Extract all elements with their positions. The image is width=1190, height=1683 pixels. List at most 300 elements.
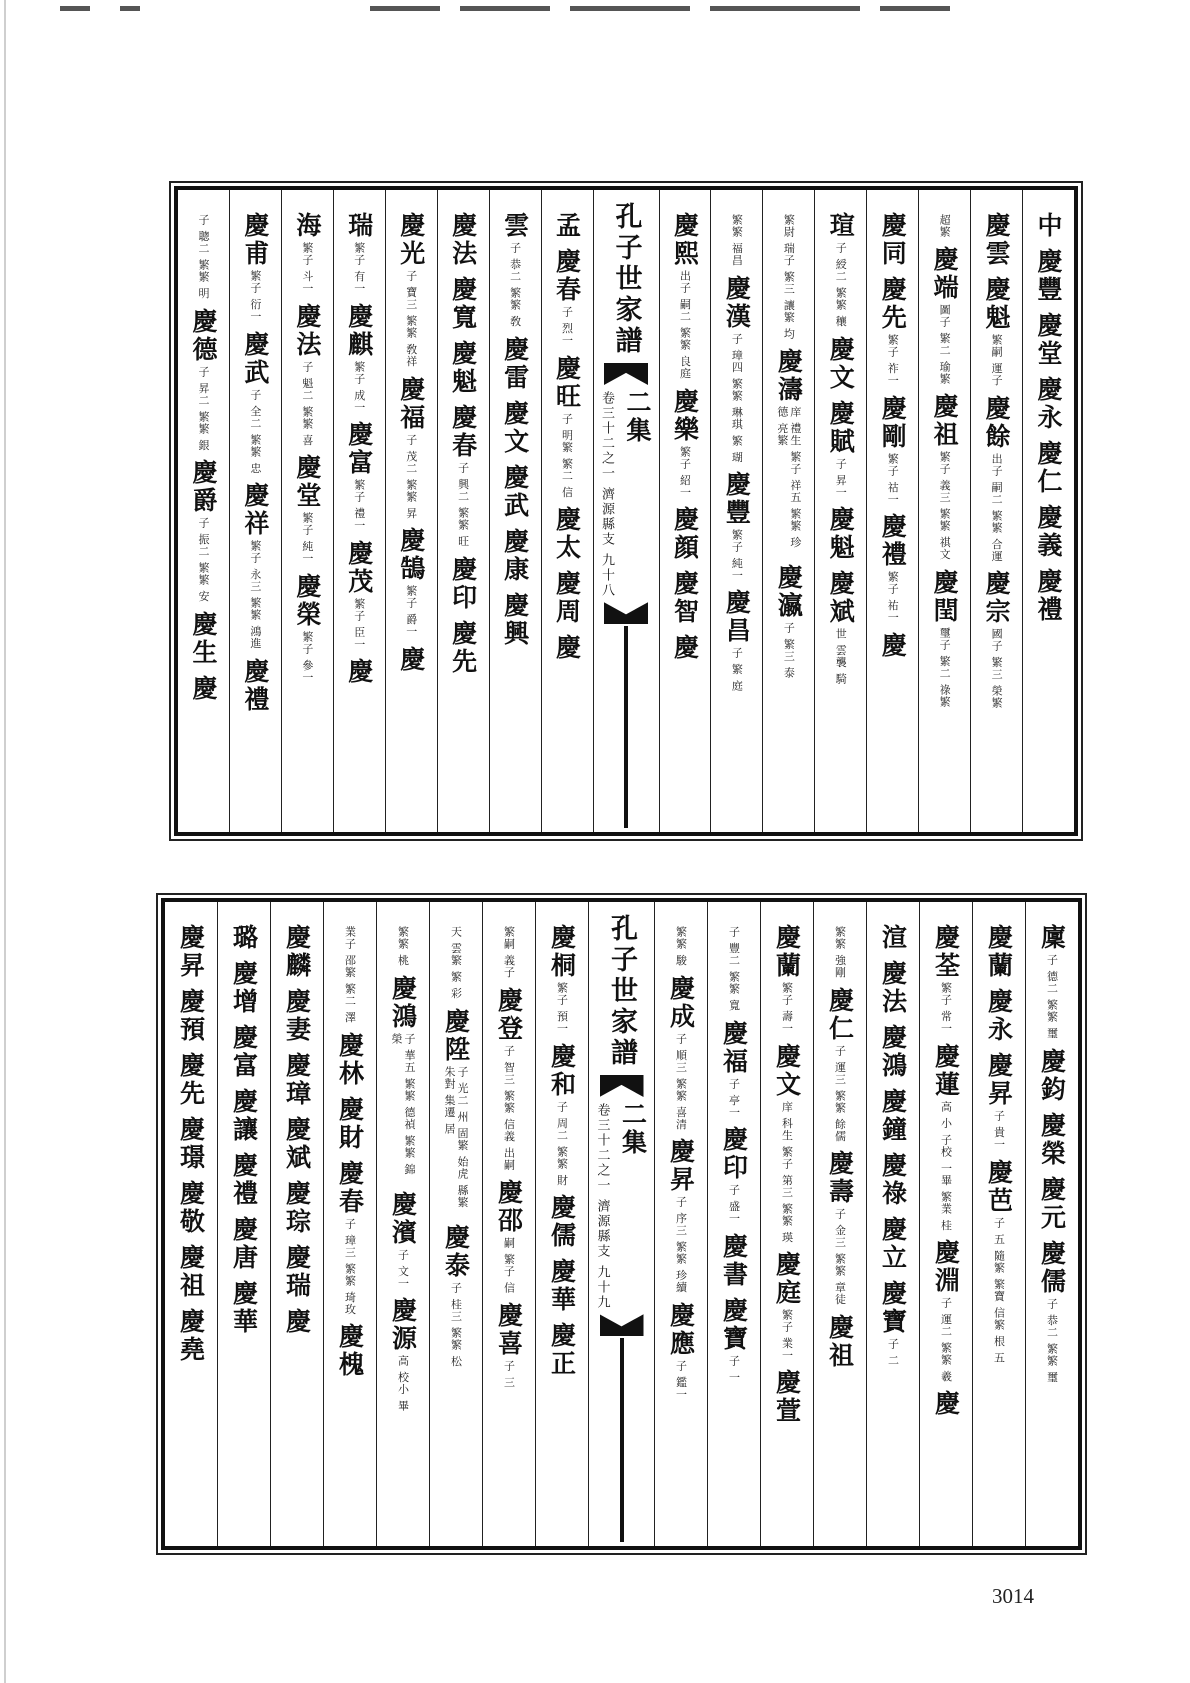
person-name: 慶璟 [176, 1116, 206, 1172]
person-name: 慶魁 [982, 276, 1012, 332]
text-column [438, 190, 490, 832]
entry [448, 340, 478, 396]
annotation: 繁子 預一 [555, 982, 569, 1035]
annotation: 世 雲襲 騎 [834, 628, 848, 685]
entry [878, 960, 908, 1016]
annotation: 子 振二 繁繁 安 [196, 517, 210, 603]
person-name: 慶麒 [344, 302, 374, 359]
annotation: 繁子 成一 [352, 360, 366, 413]
entry [494, 1301, 524, 1389]
person-name: 慶璋 [282, 1052, 312, 1108]
person-name: 慶蘭 [772, 924, 802, 980]
annotation: 子 昇一 [834, 457, 848, 498]
entry [1037, 1239, 1067, 1384]
person-name: 雲 [500, 212, 530, 240]
person-name: 慶永 [984, 988, 1014, 1044]
person-name: 慶先 [176, 1052, 206, 1108]
text-column [920, 902, 973, 1546]
annotation: 子 序三 繁繁 珍續 [674, 1196, 688, 1294]
person-name: 慶祿 [878, 1152, 908, 1208]
entry [722, 470, 752, 582]
entry [719, 1126, 749, 1225]
person-name: 瑄 [826, 212, 856, 240]
annotation: 子 綬二 繁繁 穰 [834, 242, 848, 328]
person-name: 慶周 [552, 570, 582, 626]
entry [229, 1024, 259, 1080]
annotation: 子 二 [886, 1338, 900, 1367]
annotation: 繁子 衍一 [248, 270, 262, 323]
center-spine [594, 190, 660, 832]
person-name: 慶雲 [982, 212, 1012, 268]
entry [229, 924, 259, 952]
annotation: 璽子 繁二 祿繁 [938, 626, 952, 708]
person-name: 慶 [931, 1390, 961, 1419]
entry [719, 1296, 749, 1384]
person-name: 慶法 [878, 960, 908, 1016]
text-column [1023, 190, 1074, 832]
person-name: 慶法 [448, 212, 478, 268]
annotation: 子 烈一 [560, 306, 574, 347]
person-name: 慶瀛 [774, 564, 804, 620]
entry [719, 1232, 749, 1289]
entry [335, 1159, 365, 1316]
entry [552, 354, 582, 499]
entry [878, 212, 908, 268]
entry [335, 1323, 365, 1379]
annotation: 子 茂二 繁繁 昇 [404, 433, 418, 519]
annotation: 子 文一 [396, 1248, 410, 1289]
annotation: 繁子 業一 [780, 1308, 794, 1362]
person-name: 慶禮 [878, 513, 908, 569]
person-name: 慶華 [547, 1258, 577, 1314]
entry [722, 274, 752, 463]
person-name: 慶堂 [292, 454, 322, 510]
person-name: 慶榮 [1037, 1111, 1067, 1168]
text-column [377, 902, 430, 1546]
entry [878, 1152, 908, 1208]
annotation: 子 金三 繁繁 章徒 [833, 1208, 847, 1306]
text-column [919, 190, 971, 832]
annotation: 超繁 [938, 214, 952, 238]
annotation: 庠 禮生 繁子 祥五 繁繁 珍德 亮繁 [775, 406, 802, 549]
scan-edge-line [4, 0, 6, 1683]
annotation: 子 光二 州 固繁 始虎 縣繁 朱對 集遷 居 [443, 1065, 469, 1208]
annotation: 出子 嗣二 繁繁 良庭 [678, 270, 692, 380]
person-name: 慶邵 [494, 1178, 524, 1235]
annotation: 業子 邵繁 繁二 澤 [343, 926, 357, 1024]
annotation: 子 恭二 繁繁 敎 [508, 242, 522, 328]
annotation: 子 運三 繁繁 餘儒 [833, 1044, 847, 1142]
entry [878, 394, 908, 506]
person-name: 慶 [188, 674, 218, 703]
annotation: 子 運二 繁繁 羲 [939, 1296, 953, 1383]
person-name: 孟 [552, 212, 582, 240]
entry [176, 1052, 206, 1108]
person-name: 慶春 [552, 248, 582, 304]
text-column [334, 190, 386, 832]
entry [825, 1150, 855, 1306]
person-name: 慶蓮 [931, 1042, 961, 1099]
person-name: 慶儒 [1037, 1239, 1067, 1296]
entry [878, 1088, 908, 1144]
annotation: 繁子 參一 [300, 630, 314, 683]
entry [388, 1190, 418, 1290]
person-name: 慶富 [229, 1024, 259, 1080]
person-name: 慶熙 [670, 212, 700, 268]
entry [982, 276, 1012, 387]
person-name: 慶 [878, 631, 908, 660]
person-name: 慶鵠 [396, 527, 426, 583]
person-name: 慶禮 [1034, 568, 1064, 624]
person-name: 慶文 [826, 335, 856, 392]
entry [930, 568, 960, 708]
person-name: 慶茂 [344, 539, 374, 596]
entry [826, 506, 856, 562]
entry [1037, 1047, 1067, 1104]
person-name: 慶德 [188, 307, 218, 364]
person-name: 慶生 [188, 610, 218, 667]
fish-head-ornament [600, 1314, 644, 1336]
entry [448, 212, 478, 268]
annotation: 繁子 祜一 [886, 452, 900, 505]
annotation: 繁子 有一 [352, 242, 366, 295]
entry [782, 212, 795, 340]
entry [388, 1297, 418, 1412]
annotation: 繁子 祚一 [886, 334, 900, 387]
entry [878, 1024, 908, 1080]
entry [547, 1194, 577, 1250]
entry [176, 1180, 206, 1236]
entry [240, 212, 270, 323]
text-column [1026, 902, 1078, 1546]
annotation: 子 興二 繁繁 旺 [456, 462, 470, 548]
text-column [867, 902, 920, 1546]
text-column [218, 902, 271, 1546]
entry [500, 212, 530, 328]
person-name: 海 [292, 212, 322, 240]
person-name: 慶仁 [825, 986, 855, 1043]
person-name: 慶鐘 [878, 1088, 908, 1144]
annotation: 高 小 子校 一畢 繁業 桂 [939, 1100, 953, 1231]
person-name: 慶文 [772, 1042, 802, 1099]
entry [984, 1158, 1014, 1364]
entry [666, 1301, 696, 1401]
person-name: 慶祖 [176, 1244, 206, 1300]
person-name: 慶麟 [282, 924, 312, 980]
text-column [814, 902, 867, 1546]
person-name: 慶堯 [176, 1308, 206, 1364]
annotation: 子 盛一 [727, 1184, 741, 1225]
person-name: 慶泰 [441, 1223, 471, 1280]
person-name: 慶豐 [1034, 248, 1064, 304]
person-name: 慶榮 [292, 572, 322, 629]
entry [982, 394, 1012, 563]
entry [878, 924, 908, 952]
entry [675, 924, 688, 967]
entry [931, 1042, 961, 1231]
entry [825, 986, 855, 1143]
person-name: 慶興 [500, 591, 530, 648]
person-name: 慶書 [719, 1232, 749, 1289]
text-column [711, 190, 763, 832]
entry [547, 924, 577, 1035]
entry [878, 1280, 908, 1367]
entry [984, 924, 1014, 980]
entry [282, 1308, 312, 1336]
entry [500, 399, 530, 456]
person-name: 慶堂 [1034, 312, 1064, 368]
person-name: 慶 [552, 634, 582, 662]
entry [1034, 212, 1064, 240]
entry [240, 330, 270, 475]
entry [547, 1322, 577, 1378]
volume-block [593, 1101, 651, 1310]
entry [282, 1180, 312, 1236]
annotation: 子 繁三 泰 [782, 622, 796, 679]
text-column [867, 190, 919, 832]
person-name: 慶斌 [826, 570, 856, 626]
entry [344, 421, 374, 532]
annotation: 繁子 永三 繁繁 鴻進 [248, 540, 262, 650]
person-name: 慶魁 [826, 506, 856, 562]
entry [772, 1369, 802, 1426]
entry [344, 302, 374, 414]
person-name: 慶芭 [984, 1158, 1014, 1215]
volume-label: 二集 [618, 1101, 648, 1157]
person-name: 慶登 [494, 986, 524, 1043]
text-column [971, 190, 1023, 832]
annotation: 子 桂三 繁繁 松 [449, 1281, 463, 1367]
annotation: 子 豐二 繁繁 寬 [727, 926, 741, 1012]
entry [282, 988, 312, 1044]
person-name: 慶桐 [547, 924, 577, 980]
annotation: 繁子 禮一 [352, 479, 366, 532]
genealogy-page-top [174, 186, 1078, 836]
text-column [763, 190, 815, 832]
person-name: 慶 [396, 645, 426, 674]
person-name: 慶瑞 [282, 1244, 312, 1300]
entry [450, 924, 463, 1000]
entry [282, 1052, 312, 1108]
entry [547, 1042, 577, 1187]
text-column [761, 902, 814, 1546]
fish-tail-ornament [600, 1075, 644, 1097]
entry [931, 924, 961, 1035]
entry [552, 506, 582, 562]
person-name: 慶 [670, 634, 700, 662]
person-name: 慶同 [878, 212, 908, 268]
person-name: 慶正 [547, 1322, 577, 1378]
entry [188, 459, 218, 603]
text-column [660, 190, 712, 832]
genealogy-page-bottom [161, 898, 1082, 1550]
person-name: 慶濤 [774, 348, 804, 404]
entry [1037, 924, 1067, 1040]
person-name: 慶禮 [240, 657, 270, 714]
entry [666, 974, 696, 1131]
person-name: 慶先 [878, 276, 908, 332]
entry [1034, 568, 1064, 624]
entry [670, 212, 700, 380]
text-column [386, 190, 438, 832]
person-name: 慶祥 [240, 482, 270, 538]
entry [500, 591, 530, 648]
annotation: 子 鑑一 [674, 1359, 688, 1400]
annotation: 繁嗣 義子 [502, 926, 516, 979]
entry [552, 248, 582, 347]
text-column [490, 190, 542, 832]
person-name: 慶萱 [772, 1369, 802, 1426]
person-name: 慶陞 [441, 1007, 471, 1064]
annotation: 繁嗣 運子 [990, 334, 1004, 387]
person-name: 慶鈞 [1037, 1047, 1067, 1104]
entry [390, 975, 416, 1183]
person-name: 慶樂 [670, 387, 700, 444]
fish-tail-ornament [604, 363, 648, 385]
entry [500, 527, 530, 584]
text-column [655, 902, 708, 1546]
person-name: 慶預 [176, 988, 206, 1044]
person-name: 慶春 [335, 1159, 365, 1216]
person-name: 慶琮 [282, 1180, 312, 1236]
person-name: 廩 [1037, 924, 1067, 952]
entry [292, 572, 322, 684]
entry [188, 674, 218, 703]
entry [878, 631, 908, 660]
entry [552, 570, 582, 626]
annotation: 繁繁 福昌 [730, 214, 744, 267]
annotation: 子 全二 繁繁 忠 [248, 388, 262, 474]
person-name: 慶壽 [825, 1150, 855, 1206]
entry [188, 610, 218, 667]
entry [176, 988, 206, 1044]
text-column [282, 190, 334, 832]
annotation: 高 校小 畢 [396, 1355, 410, 1412]
annotation: 子 寶三 繁繁 敎祥 [404, 270, 418, 368]
entry [229, 1280, 259, 1336]
person-name: 慶爵 [188, 459, 218, 515]
annotation: 子 智三 繁繁 信義 出嗣 [502, 1044, 516, 1171]
entry [344, 658, 374, 686]
entry [722, 589, 752, 693]
text-column [708, 902, 761, 1546]
entry [188, 307, 218, 452]
text-column [178, 190, 230, 832]
entry [1034, 248, 1064, 304]
annotation: 繁子 祐一 [886, 571, 900, 624]
entry [772, 924, 802, 1035]
entry [240, 482, 270, 650]
entry [1037, 1175, 1067, 1232]
person-name: 慶槐 [335, 1323, 365, 1379]
person-name: 慶庭 [772, 1250, 802, 1307]
entry [448, 404, 478, 548]
annotation: 繁子 爵一 [404, 585, 418, 638]
person-name: 慶富 [344, 421, 374, 477]
annotation: 嗣 繁子 信 [502, 1236, 516, 1294]
entry [931, 1390, 961, 1419]
person-name: 慶福 [719, 1019, 749, 1076]
person-name: 璐 [229, 924, 259, 952]
entry [229, 1216, 259, 1272]
fish-head-ornament [604, 602, 648, 624]
person-name: 瑞 [344, 212, 374, 240]
chapter-info: 卷三十二之一 濟源縣支 九十八 [599, 391, 614, 599]
annotation: 繁尉 瑞子 繁三 讓繁 均 [782, 214, 796, 340]
annotation: 子 貴一 [992, 1110, 1006, 1151]
annotation: 國子 繁三 榮繁 [990, 628, 1004, 709]
annotation: 子 璋三 繁繁 琦玫 [343, 1217, 357, 1315]
person-name: 慶武 [500, 463, 530, 520]
person-name: 慶立 [878, 1216, 908, 1272]
entry [500, 335, 530, 392]
person-name: 慶和 [547, 1042, 577, 1099]
annotation: 子 周二 繁繁 財 [555, 1100, 569, 1186]
entry [396, 527, 426, 638]
person-name: 慶漢 [722, 274, 752, 331]
person-name: 慶永 [1034, 376, 1064, 432]
annotation: 繁子 臣一 [352, 597, 366, 650]
text-column [271, 902, 324, 1546]
annotation: 繁子 純一 [300, 512, 314, 565]
entry [547, 1258, 577, 1314]
entry [282, 924, 312, 980]
text-column [536, 902, 589, 1546]
annotation: 繁繁 強剛 [833, 926, 847, 979]
person-name: 慶雷 [500, 335, 530, 392]
person-name: 慶光 [396, 212, 426, 268]
person-name: 慶寬 [448, 276, 478, 332]
entry [728, 924, 741, 1012]
entry [930, 246, 960, 385]
volume-block [597, 389, 655, 598]
chapter-info: 卷三十二之一 濟源縣支 九十九 [594, 1103, 610, 1311]
person-name: 慶文 [500, 399, 530, 456]
entry [396, 375, 426, 520]
entry [878, 276, 908, 387]
entry [397, 924, 410, 967]
person-name: 慶印 [719, 1126, 749, 1182]
entry [335, 1095, 365, 1152]
annotation: 繁子 紹一 [678, 445, 692, 498]
entry [229, 960, 259, 1016]
entry [494, 986, 524, 1171]
volume-label: 二集 [623, 389, 652, 445]
annotation: 繁子 常一 [939, 982, 953, 1035]
annotation: 子 順三 繁繁 喜清 [674, 1032, 688, 1130]
entry [825, 1313, 855, 1370]
entry [448, 619, 478, 676]
entry [982, 212, 1012, 268]
person-name: 慶旺 [552, 354, 582, 411]
entry [670, 387, 700, 499]
book-title: 孔子世家譜 [606, 914, 637, 1069]
person-name: 慶賦 [826, 399, 856, 456]
person-name: 慶昌 [722, 589, 752, 646]
cropped-header-strip [60, 2, 960, 18]
person-name: 慶祖 [930, 393, 960, 449]
annotation: 出子 嗣二 繁繁 合運 [990, 452, 1004, 562]
person-name: 慶法 [292, 302, 322, 359]
person-name: 慶成 [666, 974, 696, 1031]
annotation: 子 昇二 繁繁 銀 [196, 365, 210, 451]
person-name: 慶餘 [982, 394, 1012, 451]
annotation: 繁子 純一 [730, 528, 744, 582]
entry [229, 1152, 259, 1208]
entry [292, 212, 322, 295]
entry [931, 1238, 961, 1383]
person-name: 慶魁 [448, 340, 478, 396]
